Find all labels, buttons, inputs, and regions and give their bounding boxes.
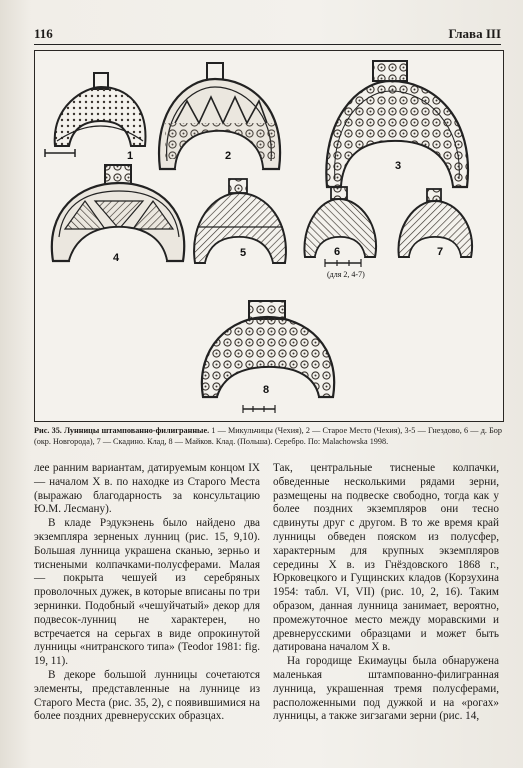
label-5: 5 [240, 247, 247, 259]
right-paragraph-2: На городище Екимауцы была обнаружена маленькая штампованно-филигранная лунница, украшенная тремя полусферами, расположенными под дужкой и на «рогах» лунницы, а также зигзагами зерни (рис. 14, [273, 655, 499, 723]
left-column [34, 462, 260, 724]
header-rule [34, 44, 501, 45]
right-paragraph-1: Так, центральные тисненые колпачки, обведенные несколькими рядами зерни, размещены на подвеске свободно, тогда как у более поздних экземпляров они тесно сдвинуты друг с другом. В то же время край лунницы обведен пояском из полусфер, характерным для крупных экземпляров середины X в. из Гнёздовского 1868 г., Юрковецкого и Гущинских кладов (Корзухина 1954: табл. VI, VII) (рис. 10, 2, 16). Таким образом, данная лунница занимает, вероятно, промежуточное место между моравскими и древнерусскими образцами и может быть датирована началом X в. [273, 462, 499, 654]
figure-caption [34, 425, 502, 447]
figure-lunnitsy [34, 50, 504, 422]
lunula-6-drawing [304, 187, 376, 279]
caption-lead: Рис. 35. Лунницы штампованно-филигранные. [34, 426, 210, 435]
chapter-title: Глава III [448, 26, 501, 41]
caption-text: 1 — Микульчицы (Чехия), 2 — Старое Место (Чехия), 3-5 — Гнездово, 6 — д. Бор (окр. Новгорода), 7 — Скадино. Клад, 8 — Майков. Клад. (Польша). Серебро. По: Malachowska 1998. [34, 426, 502, 446]
label-2: 2 [225, 150, 232, 162]
lunula-5-drawing [194, 179, 286, 263]
label-3: 3 [395, 160, 402, 172]
label-4: 4 [113, 252, 120, 264]
left-paragraph-3: В декоре большой лунницы сочетаются элементы, представленные на луннице из Старого Места (рис. 35, 2), с появившимися на более поздних древнерусских образцах. [34, 668, 260, 723]
running-header [34, 26, 501, 44]
figure-drawings [35, 51, 503, 421]
left-paragraph-1: лее ранним вариантам, датируемым концом IX — началом X в. по находке из Старого Места (выражаю благодарность за консультацию Ю.М. Лесману). [34, 462, 260, 516]
page-number: 116 [34, 26, 53, 41]
right-column [273, 462, 499, 724]
label-1: 1 [127, 150, 134, 162]
lunula-7-drawing [398, 189, 472, 258]
left-paragraph-2: В кладе Рэдукэнень было найдено два экземпляра зерненых лунниц (рис. 15, 9,10). Большая лунница украшена сканью, зерньо и тиснеными колпачками-полусферами. Малая — покрыта чешуей из серебряных проволочных дужек, в которые вписаны по три зернинки. Подобный «чешуйчатый» декор для подвесок-лунниц не характерен, но встречается на серьгах в виде опрокинутой лунницы «нитранского типа» (Teodor 1981: fig. 19, 11). [34, 517, 260, 668]
scale-note: (для 2, 4-7) [327, 270, 365, 279]
lunula-2-drawing [159, 63, 280, 169]
lunula-1-drawing [45, 73, 145, 162]
label-8: 8 [263, 384, 270, 396]
lunula-3-drawing [326, 61, 468, 187]
lunula-4-drawing [52, 165, 184, 264]
label-7: 7 [437, 246, 444, 258]
lunula-8-drawing [202, 301, 334, 413]
label-6: 6 [334, 246, 341, 258]
